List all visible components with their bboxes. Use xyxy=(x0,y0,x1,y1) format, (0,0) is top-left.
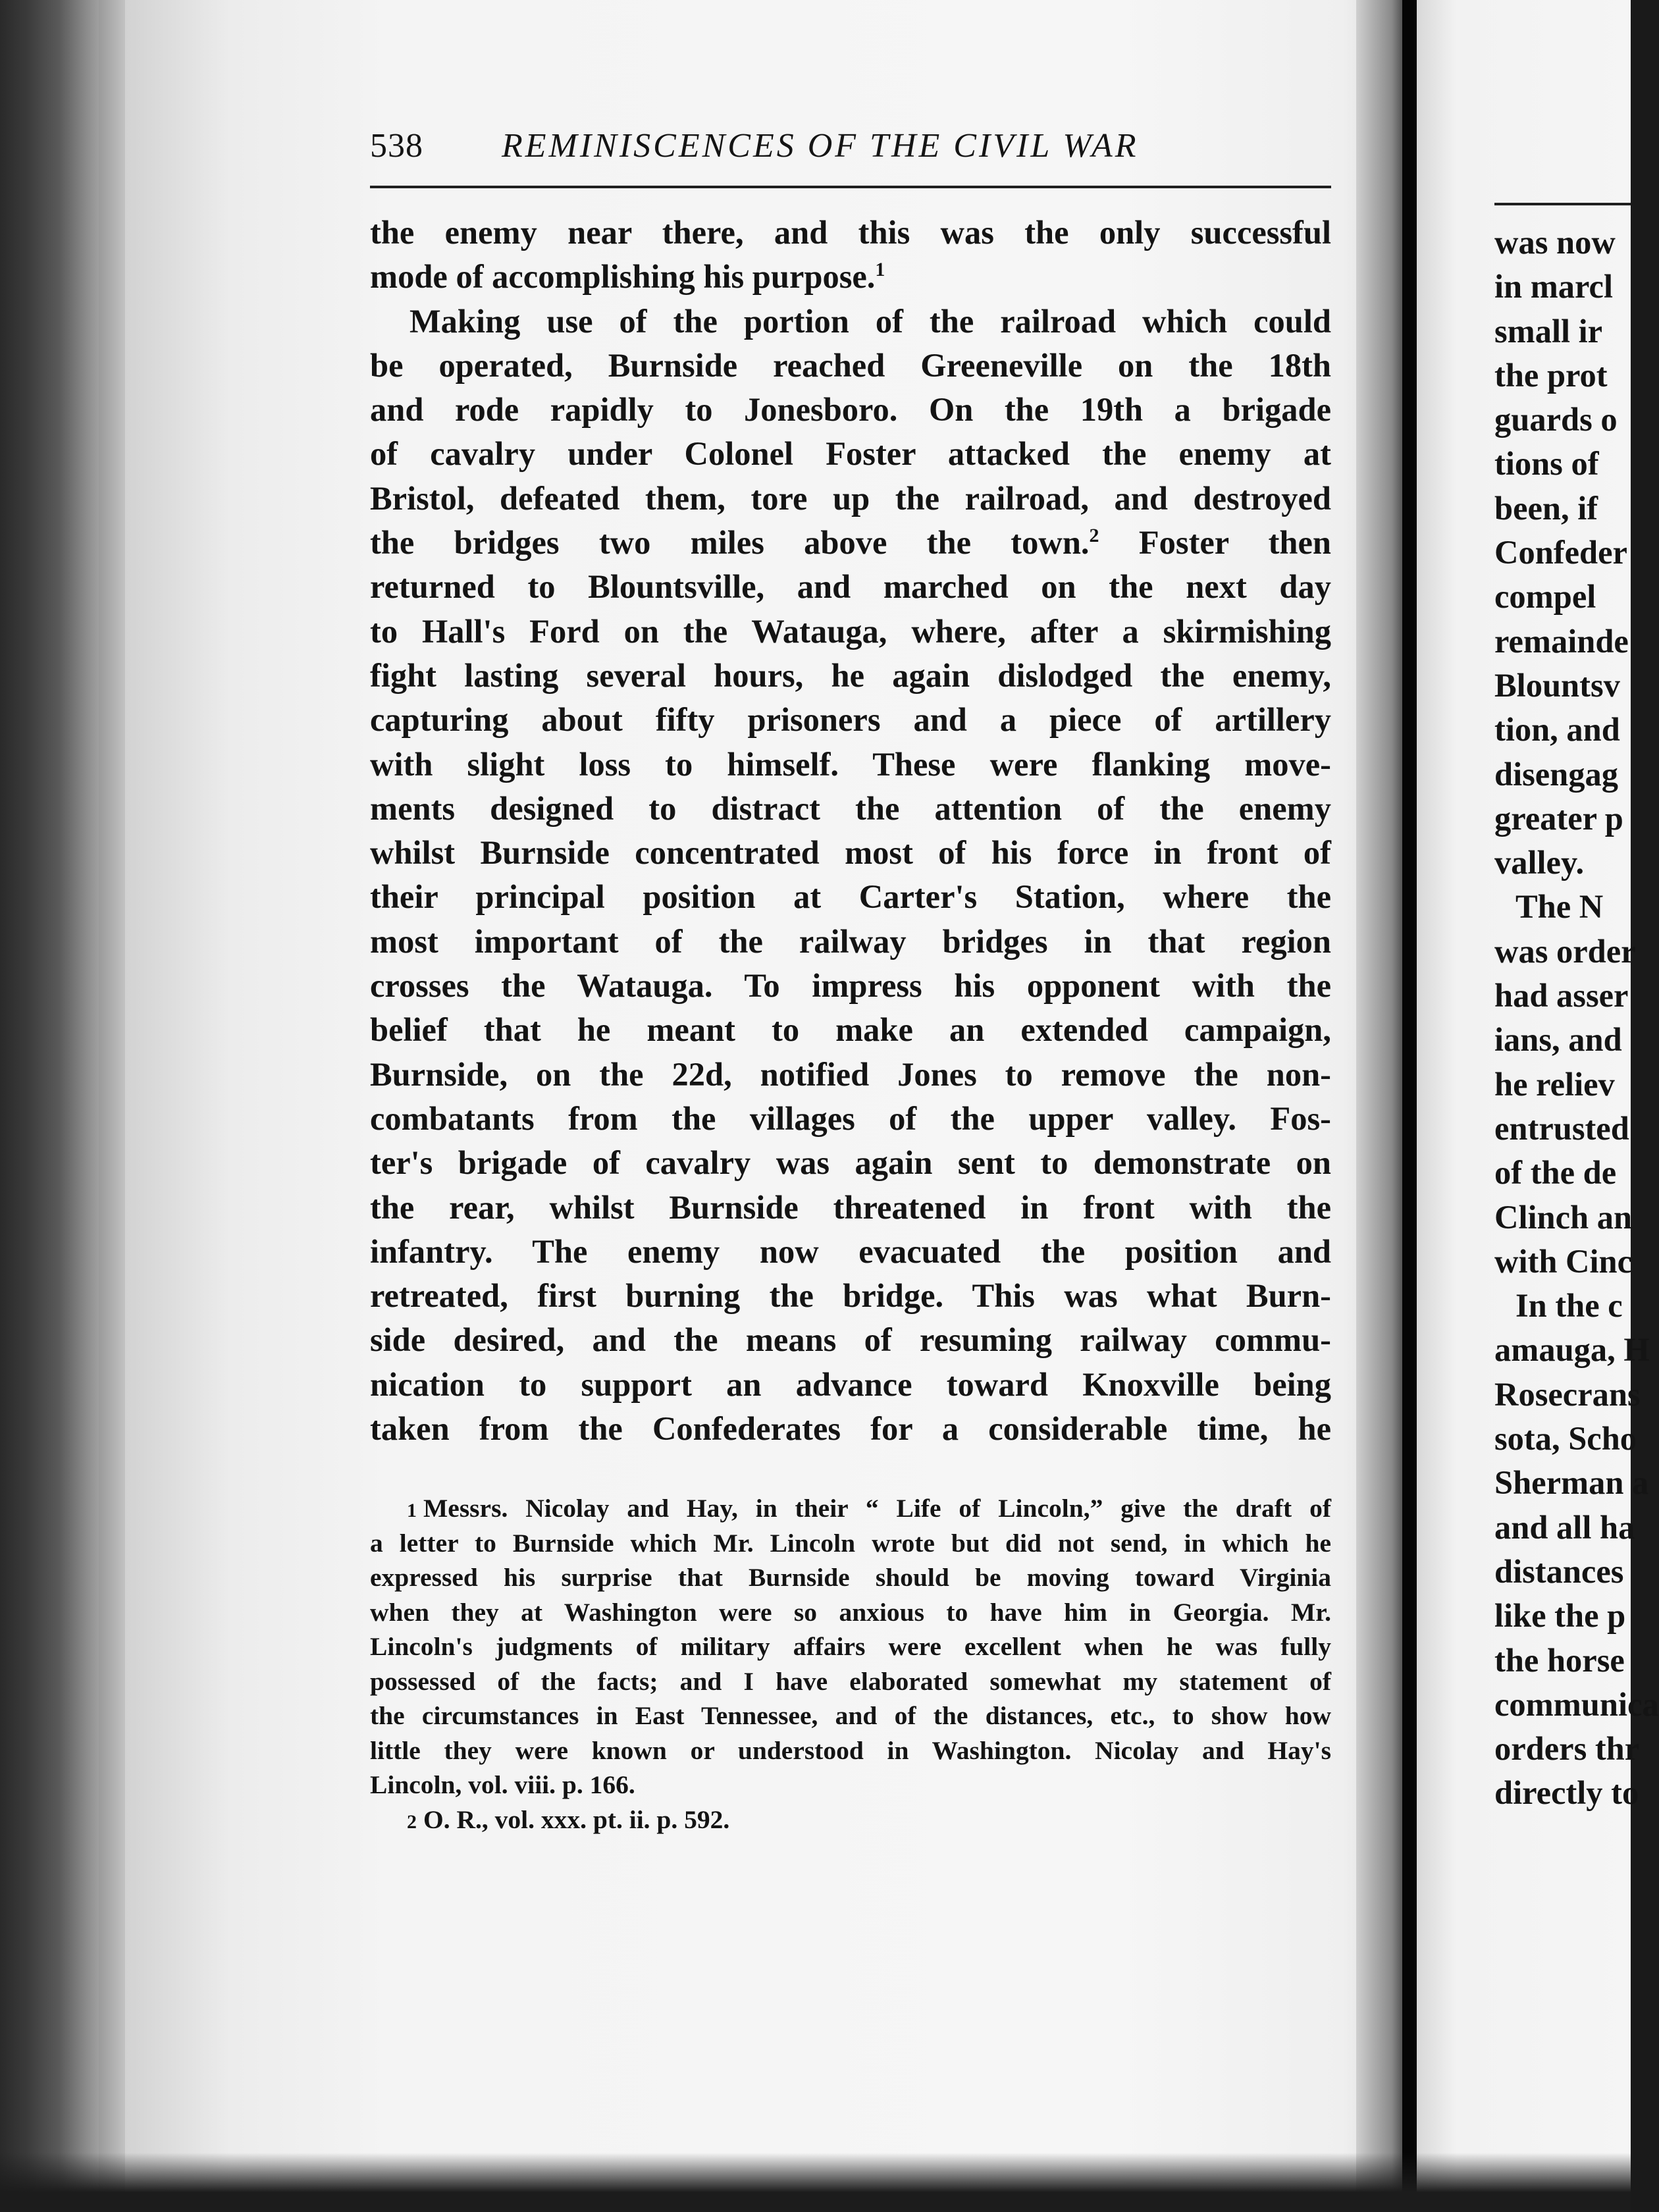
right-text-line: small ir xyxy=(1494,312,1603,350)
footnote-line xyxy=(370,1803,1331,1837)
right-text-line: was order xyxy=(1494,932,1636,970)
text-line-content: retreated, first burning the bridge. This was what Burn- xyxy=(370,1277,1331,1315)
footnote-line xyxy=(370,1595,1331,1630)
text-line-content: Foster then xyxy=(1099,524,1331,562)
right-text-line: greater p xyxy=(1494,799,1623,837)
scan-bottom-edge xyxy=(0,2153,1631,2212)
right-text-line: in marcl xyxy=(1494,268,1614,305)
text-line-content: the rear, whilst Burnside threatened in front with the xyxy=(370,1188,1331,1226)
right-text-line: compel xyxy=(1494,578,1596,616)
footnote-text: expressed his surprise that Burnside should be moving toward Virginia xyxy=(370,1563,1331,1592)
text-line xyxy=(370,344,1331,388)
text-line xyxy=(370,610,1331,654)
text-line xyxy=(370,1141,1331,1185)
footnote-text: possessed of the facts; and I have elaborated somewhat my statement of xyxy=(370,1666,1331,1696)
footnote-line xyxy=(370,1664,1331,1699)
footnote-ref: 1 xyxy=(875,259,885,281)
footnote-text: O. R., vol. xxx. pt. ii. p. 592. xyxy=(423,1804,730,1834)
running-title: REMINISCENCES OF THE CIVIL WAR xyxy=(502,127,1139,165)
text-line xyxy=(370,388,1331,432)
text-line xyxy=(370,1363,1331,1407)
text-line xyxy=(370,1318,1331,1362)
footnote-text: when they at Washington were so anxious to have him in Georgia. Mr. xyxy=(370,1597,1331,1627)
footnote-text: Lincoln's judgments of military affairs were excellent when he was fully xyxy=(370,1632,1331,1661)
text-line xyxy=(370,1097,1331,1141)
right-text-line: communica xyxy=(1494,1685,1659,1723)
text-line-content: combatants from the villages of the upper valley. Fos- xyxy=(370,1099,1331,1137)
text-line-content: the bridges two miles above the town. xyxy=(370,524,1090,562)
header-rule xyxy=(370,186,1331,188)
text-line-content: their principal position at Carter's Station, where the xyxy=(370,878,1331,916)
text-line xyxy=(370,920,1331,964)
right-text-line: of the de xyxy=(1494,1154,1617,1192)
text-line-content: crosses the Watauga. To impress his opponent with the xyxy=(370,967,1331,1005)
text-line xyxy=(370,1186,1331,1230)
text-line xyxy=(370,432,1331,476)
footnote-number: 1 xyxy=(407,1500,417,1521)
footnote-text: the circumstances in East Tennessee, and of the distances, etc., to show how xyxy=(370,1701,1331,1730)
text-line-content: mode of accomplishing his purpose. xyxy=(370,258,876,296)
footnote-line xyxy=(370,1733,1331,1768)
right-text-line: sota, Scho xyxy=(1494,1420,1637,1458)
footnote-text: a letter to Burnside which Mr. Lincoln wrote but did not send, in which he xyxy=(370,1528,1331,1558)
right-text-line: The N xyxy=(1515,888,1604,926)
right-text-line: he reliev xyxy=(1494,1065,1615,1103)
right-text-line: disengag xyxy=(1494,755,1619,793)
text-line-content: most important of the railway bridges in that region xyxy=(370,922,1331,960)
book-gutter xyxy=(1402,0,1417,2212)
footnote-line xyxy=(370,1629,1331,1664)
footnote-ref: 2 xyxy=(1089,525,1099,547)
right-text-line: Rosecrans xyxy=(1494,1375,1641,1413)
footnote-text: Lincoln, vol. viii. p. 166. xyxy=(370,1770,635,1799)
text-line-content: infantry. The enemy now evacuated the position and xyxy=(370,1232,1331,1270)
text-line-content: Making use of the portion of the railroad which could xyxy=(409,302,1331,340)
text-line-content: and rode rapidly to Jonesboro. On the 19th a brigade xyxy=(370,391,1331,429)
footnote-text: little they were known or understood in Washington. Nicolay and Hay's xyxy=(370,1735,1331,1765)
right-text-line: had asser xyxy=(1494,977,1629,1014)
text-line-content: returned to Blountsville, and marched on the next day xyxy=(370,568,1331,606)
text-line xyxy=(370,1053,1331,1097)
right-page-text xyxy=(1494,221,1659,1816)
right-text-line: amauga, H xyxy=(1494,1331,1650,1369)
text-line-content: ter's brigade of cavalry was again sent to demonstrate on xyxy=(370,1144,1331,1182)
right-text-line: Confeder xyxy=(1494,534,1627,571)
text-line xyxy=(370,255,1331,299)
footnote-line xyxy=(370,1491,1331,1526)
right-text-line: directly to xyxy=(1494,1774,1639,1812)
text-line xyxy=(370,654,1331,698)
right-text-line: Sherman a xyxy=(1494,1464,1649,1502)
right-text-line: In the c xyxy=(1515,1287,1623,1325)
text-line xyxy=(370,875,1331,919)
body-text xyxy=(370,211,1331,1451)
footnote-number: 2 xyxy=(407,1810,417,1833)
text-line xyxy=(370,1008,1331,1052)
text-line xyxy=(370,565,1331,609)
footnote-line xyxy=(370,1560,1331,1595)
text-line-content: be operated, Burnside reached Greeneville on the 18th xyxy=(370,346,1331,384)
book-binding-shadow xyxy=(0,0,112,2212)
right-text-line: guards o xyxy=(1494,401,1618,438)
right-text-line: entrusted xyxy=(1494,1109,1629,1147)
text-line-content: Bristol, defeated them, tore up the railroad, and destroyed xyxy=(370,479,1331,517)
right-text-line: tion, and xyxy=(1494,711,1620,749)
right-text-line: the horse xyxy=(1494,1641,1625,1679)
text-line-content: ments designed to distract the attention of the enemy xyxy=(370,789,1331,827)
right-text-line: valley. xyxy=(1494,844,1585,882)
right-text-line: was now xyxy=(1494,224,1616,261)
right-text-line: orders thr xyxy=(1494,1730,1640,1768)
text-line xyxy=(370,698,1331,742)
text-line-content: capturing about fifty prisoners and a piece of artillery xyxy=(370,701,1331,739)
footnote-line xyxy=(370,1698,1331,1733)
right-text-line: Blountsv xyxy=(1494,666,1620,704)
text-line xyxy=(370,743,1331,787)
text-line-content: fight lasting several hours, he again dislodged the enemy, xyxy=(370,656,1331,694)
right-text-line: remainde xyxy=(1494,622,1629,660)
footnote-text: Messrs. Nicolay and Hay, in their “ Life of Lincoln,” give the draft of xyxy=(423,1494,1331,1523)
right-text-line: tions of xyxy=(1494,445,1599,483)
text-line-content: whilst Burnside concentrated most of his force in front of xyxy=(370,834,1331,872)
text-line xyxy=(370,1230,1331,1274)
footnote-line xyxy=(370,1768,1331,1803)
right-text-line: like the p xyxy=(1494,1597,1626,1635)
text-line-content: to Hall's Ford on the Watauga, where, after a skirmishing xyxy=(370,612,1331,650)
text-line xyxy=(370,1274,1331,1318)
text-line-content: of cavalry under Colonel Foster attacked the enemy at xyxy=(370,435,1331,473)
right-text-line: the prot xyxy=(1494,356,1608,394)
right-text-line: ians, and xyxy=(1494,1021,1622,1059)
text-line-content: Burnside, on the 22d, notified Jones to remove the non- xyxy=(370,1055,1331,1093)
right-text-line: Clinch an xyxy=(1494,1198,1633,1236)
page-number: 538 xyxy=(370,127,423,165)
right-text-line: and all ha xyxy=(1494,1508,1635,1546)
text-line-content: with slight loss to himself. These were flanking move- xyxy=(370,745,1331,783)
right-text-line: distances xyxy=(1494,1552,1624,1590)
text-line xyxy=(370,521,1331,565)
footnote-line xyxy=(370,1526,1331,1561)
text-line xyxy=(370,831,1331,875)
text-line xyxy=(370,964,1331,1008)
text-line-content: belief that he meant to make an extended campaign, xyxy=(370,1011,1331,1049)
right-page-header-rule xyxy=(1494,203,1631,205)
text-line-content: the enemy near there, and this was the only successful xyxy=(370,214,1331,251)
text-line xyxy=(370,787,1331,831)
text-line-content: side desired, and the means of resuming railway commu- xyxy=(370,1321,1331,1359)
text-line-content: taken from the Confederates for a considerable time, he xyxy=(370,1410,1331,1448)
footnotes xyxy=(370,1491,1331,1837)
page-header xyxy=(370,126,1331,172)
text-line xyxy=(370,477,1331,521)
right-text-line: been, if xyxy=(1494,489,1598,527)
text-line-content: nication to support an advance toward Knoxville being xyxy=(370,1365,1331,1403)
text-line xyxy=(370,300,1331,344)
text-line xyxy=(370,211,1331,255)
right-text-line: with Cinc xyxy=(1494,1242,1633,1280)
text-line xyxy=(370,1407,1331,1451)
